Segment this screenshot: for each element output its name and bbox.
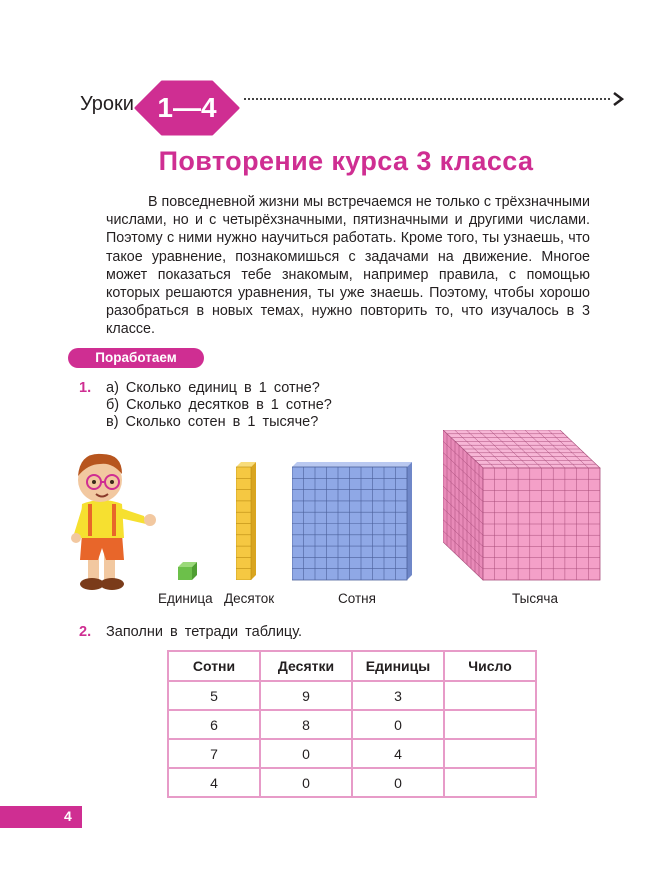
unit-cube — [178, 562, 198, 580]
place-value-table — [167, 650, 537, 798]
table-cell: 0 — [260, 768, 352, 797]
table-cell: 0 — [352, 768, 444, 797]
table-cell — [444, 739, 536, 768]
table-cell: 9 — [260, 681, 352, 710]
table-cell: 0 — [352, 710, 444, 739]
intro-paragraph — [106, 193, 590, 339]
question-c: в) Сколько сотен в 1 тысяче? — [106, 414, 319, 430]
unit-caption: Единица — [158, 591, 213, 606]
task-number: 1. — [79, 380, 92, 396]
table-cell: 8 — [260, 710, 352, 739]
table-header-row — [168, 651, 536, 681]
thousand-caption: Тысяча — [512, 591, 558, 606]
table-row — [168, 768, 536, 797]
question-a: а) Сколько единиц в 1 сотне? — [106, 380, 320, 396]
table-row — [168, 739, 536, 768]
table-cell — [444, 710, 536, 739]
table-header: Десятки — [260, 651, 352, 681]
table-header: Число — [444, 651, 536, 681]
hundred-caption: Сотня — [338, 591, 376, 606]
ten-caption: Десяток — [224, 591, 275, 606]
table-header: Сотни — [168, 651, 260, 681]
table-row — [168, 710, 536, 739]
lesson-range: 1—4 — [157, 92, 217, 123]
table-cell: 6 — [168, 710, 260, 739]
hundred-flat — [292, 462, 414, 582]
table-cell: 0 — [260, 739, 352, 768]
task2-text: Заполни в тетради таблицу. — [106, 624, 303, 640]
table-cell: 7 — [168, 739, 260, 768]
ten-rod — [236, 462, 258, 580]
arrow-right-icon — [612, 91, 624, 107]
question-b: б) Сколько десятков в 1 сотне? — [106, 397, 332, 413]
table-cell: 4 — [352, 739, 444, 768]
table-cell — [444, 768, 536, 797]
table-cell: 3 — [352, 681, 444, 710]
intro-text: В повседневной жизни мы встречаемся не только с трёхзначными числами, но и с четырёхзначными, пятизначными и другими числами. Поэтому с ними нужно научиться работать. Кроме того, ты узнаешь, что такое уравнение, познакомишься с задачами на движение. Многое может показаться тебе знакомым, например правила, с помощью которых решаются уравнения, ты уже знаешь. Поэтому, чтобы хорошо разобраться в новых темах, нужно повторить то, что изучалось в 3 классе. — [106, 194, 590, 338]
task-number: 2. — [79, 624, 92, 640]
table-row — [168, 681, 536, 710]
section-label: Поработаем — [68, 348, 204, 368]
page-title: Повторение курса 3 класса — [158, 146, 534, 176]
lessons-word: Уроки — [80, 93, 134, 115]
dotted-rule — [244, 98, 610, 100]
boy-illustration — [62, 446, 162, 594]
table-cell: 5 — [168, 681, 260, 710]
table-header: Единицы — [352, 651, 444, 681]
table-cell — [444, 681, 536, 710]
thousand-cube — [443, 430, 601, 582]
table-cell: 4 — [168, 768, 260, 797]
page-number: 4 — [64, 808, 72, 824]
